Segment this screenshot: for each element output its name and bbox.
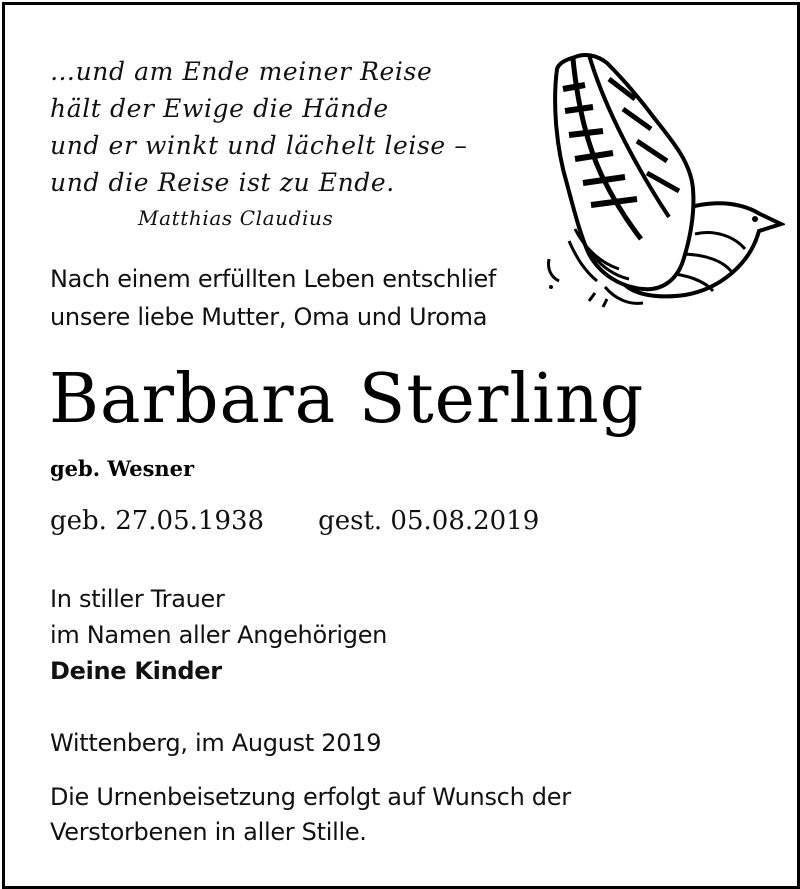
mourners-block	[50, 581, 387, 689]
place-date: Wittenberg, im August 2019	[50, 729, 382, 757]
notice-line: Die Urnenbeisetzung erfolgt auf Wunsch der	[50, 783, 571, 811]
praying-hands-dove-icon	[545, 49, 785, 319]
intro-line: Nach einem erfüllten Leben entschlief	[50, 265, 497, 293]
obituary-frame	[2, 2, 800, 889]
deceased-name: Barbara Sterling	[49, 360, 645, 439]
death-date: gest. 05.08.2019	[318, 506, 540, 536]
life-dates	[50, 501, 539, 541]
birth-date: geb. 27.05.1938	[50, 506, 265, 536]
poem-line: und die Reise ist zu Ende.	[50, 168, 395, 197]
poem-line: hält der Ewige die Hände	[50, 94, 389, 123]
poem-block	[50, 53, 467, 233]
burial-notice	[50, 780, 571, 850]
mourners-line: im Namen aller Angehörigen	[50, 621, 388, 649]
intro-line: unsere liebe Mutter, Oma und Uroma	[50, 303, 488, 331]
mourners-signature: Deine Kinder	[50, 657, 222, 685]
poem-author: Matthias Claudius	[138, 206, 334, 230]
poem-line: und er winkt und lächelt leise –	[50, 131, 468, 160]
mourners-line: In stiller Trauer	[50, 585, 225, 613]
poem-line: …und am Ende meiner Reise	[50, 57, 433, 86]
maiden-name: geb. Wesner	[50, 456, 195, 481]
intro-text	[50, 260, 496, 336]
notice-line: Verstorbenen in aller Stille.	[50, 818, 367, 846]
